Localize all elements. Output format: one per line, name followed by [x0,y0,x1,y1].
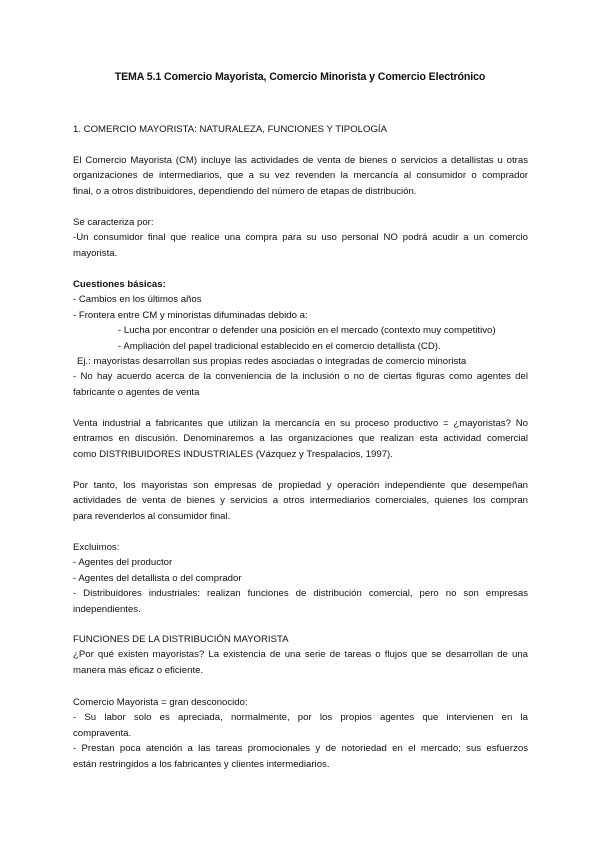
functions-block [73,632,528,678]
text-line: Comercio Mayorista = gran desconocido: [73,697,248,708]
list-item: - No hay acuerdo acerca de la conveniencia de la inclusión o no de ciertas figuras como agentes del [73,371,528,383]
basic-issues-block [73,277,528,400]
page-title: TEMA 5.1 Comercio Mayorista, Comercio Minorista y Comercio Electrónico [114,71,486,83]
list-item: - Frontera entre CM y minoristas difuminadas debido a: [73,309,308,321]
text-line: actividades de venta de bienes y servicios a otros intermediarios comerciales, quienes los compran [73,495,528,507]
text-line: para revenderlos al consumidor final. [73,510,231,522]
definition-paragraph [73,478,528,524]
text-line: -Un consumidor final que realice una compra para su uso personal NO podrá acudir a un comercio [73,232,528,244]
text-line: El Comercio Mayorista (CM) incluye las actividades de venta de bienes o servicios a detallistas u otras [73,155,528,166]
unknown-wholesale-block [73,695,528,772]
list-item: compraventa. [73,727,132,739]
text-line: final, o a otros distribuidores, dependiendo del número de etapas de distribución. [73,185,417,197]
list-item: - Su labor solo es apreciada, normalmente, por los propios agentes que intervienen en la [73,712,528,724]
text-line: Excluimos: [73,542,120,553]
list-item: - Ampliación del papel tradicional establecido en el comercio detallista (CD). [118,340,441,352]
list-item: están restringidos a los fabricantes y clientes intermediarios. [73,758,330,770]
excluded-block [73,540,528,617]
list-item: independientes. [73,603,141,615]
industrial-sale-paragraph [73,416,528,462]
list-item: - Lucha por encontrar o defender una posición en el mercado (contexto muy competitivo) [118,325,496,337]
list-item: - Agentes del productor [73,557,173,569]
text-line: entramos en discusión. Denominaremos a las organizaciones que realizan esta actividad comercial [73,433,528,445]
list-item: - Prestan poca atención a las tareas promocionales y de notoriedad en el mercado; sus esfuerzos [73,743,528,755]
text-line: Venta industrial a fabricantes que utilizan la mercancía en su proceso productivo = ¿mayoristas? No [73,418,528,429]
list-item: - Distribuidores industriales: realizan funciones de distribución comercial, pero no son empresas [73,588,528,600]
text-line: organizaciones de intermediarios, que a su vez revenden la mercancía al consumidor o comprador [73,170,528,182]
text-line: Se caracteriza por: [73,217,154,228]
text-line: ¿Por qué existen mayoristas? La existencia de una serie de tareas o flujos que se desarrollan de una [73,649,528,661]
basic-issues-heading: Cuestiones básicas: [73,279,166,290]
text-line: mayorista. [73,247,118,259]
section-heading-text: 1. COMERCIO MAYORISTA: NATURALEZA, FUNCIONES Y TIPOLOGÍA [73,124,387,135]
subheading: FUNCIONES DE LA DISTRIBUCIÓN MAYORISTA [73,634,289,645]
intro-paragraph [73,153,528,199]
characteristics-paragraph [73,215,528,261]
text-line: Por tanto, los mayoristas son empresas de propiedad y operación independiente que desempeñan [73,480,528,491]
list-item: - Agentes del detallista o del comprador [73,572,242,584]
list-item: - Cambios en los últimos años [73,294,202,306]
text-line: como DISTRIBUIDORES INDUSTRIALES (Vázquez y Trespalacios, 1997). [73,448,393,460]
section-heading [73,122,528,137]
list-item: fabricante o agentes de venta [73,386,200,398]
list-item: Ej.: mayoristas desarrollan sus propias redes asociadas o integradas de comercio minorista [77,356,467,368]
text-line: manera más eficaz o eficiente. [73,664,204,676]
